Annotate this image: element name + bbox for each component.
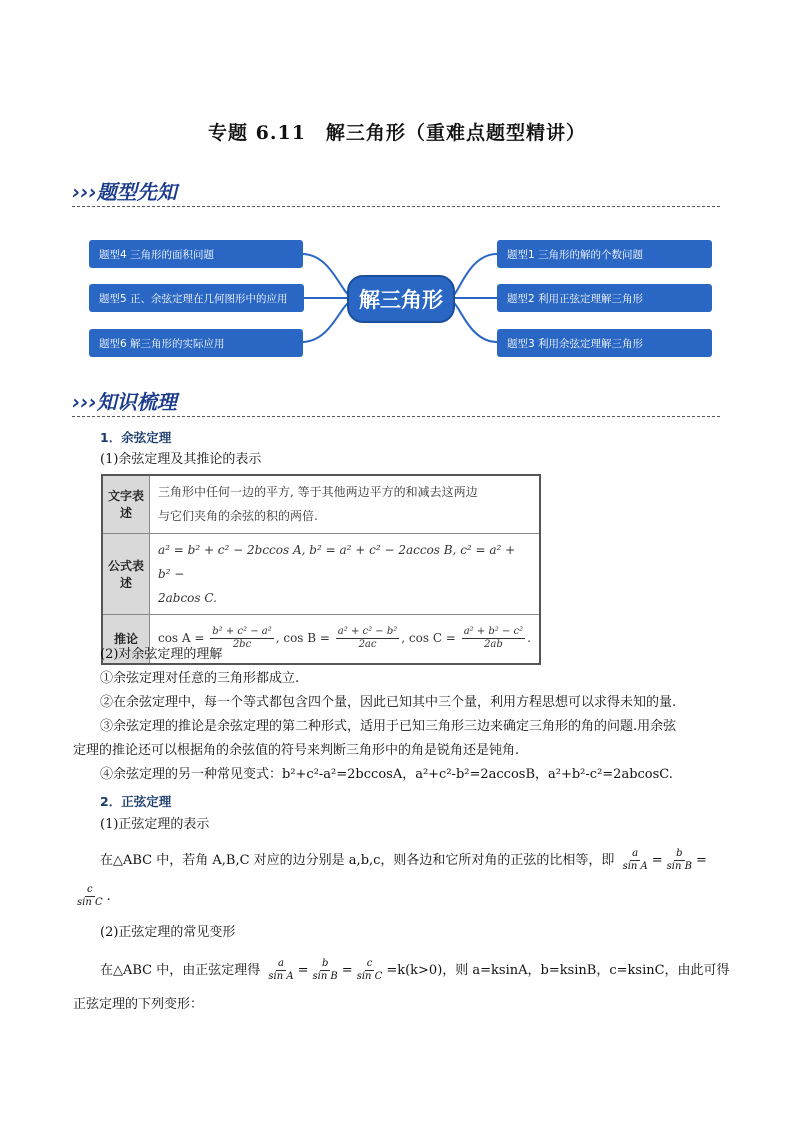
banner-arrows: ›››: [72, 180, 97, 204]
mindmap-node-type6: 题型6 解三角形的实际应用: [89, 329, 303, 357]
page-title: 专题 6.11 解三角形（重难点题型精讲）: [208, 122, 586, 144]
denominator: 2ab: [484, 639, 503, 651]
mindmap-node-type1: 题型1 三角形的解的个数问题: [497, 240, 712, 268]
mindmap-node-type2: 题型2 利用正弦定理解三角形: [497, 284, 712, 312]
denominator: 2bc: [232, 639, 252, 651]
subheading: (1)正弦定理的表示: [100, 817, 210, 832]
section-banner-knowledge: [72, 386, 177, 420]
text: .: [106, 889, 111, 904]
formula-text: , cos C =: [401, 631, 456, 646]
numerator: b² + c² − a²: [212, 626, 272, 638]
table-line: 2abcos C.: [157, 590, 217, 605]
formula-text: cos A =: [157, 631, 205, 646]
table-head: 文字表述: [102, 475, 149, 533]
cosine-law-table: [101, 474, 541, 665]
paragraph: ②在余弦定理中，每一个等式都包含四个量，因此已知其中三个量，利用方程思想可以求得未知的量.: [100, 695, 677, 710]
denominator: sin B: [312, 971, 338, 982]
denominator: sin A: [622, 861, 648, 872]
table-head: 推论: [102, 614, 149, 664]
fraction: [355, 958, 385, 983]
table-line: 与它们夹角的余弦的积的两倍.: [157, 509, 318, 524]
text: =k(k>0)，则 a=ksinA，b=ksinB，c=ksinC，由此可得: [386, 963, 730, 978]
numerator: a² + c² − b²: [337, 626, 398, 638]
paragraph: 在△ABC 中，由正弦定理得 $\frac{a}{\text{sin A}}$ = $\frac{b}{\text{sin B}}$ = $\frac{c}{\text{sin C}}$ =k(k>0)，则 a=ksinA，b=ksinB，c=ksinC，由此可得: [100, 958, 730, 982]
formula-text: , cos B =: [275, 631, 330, 646]
numerator: a: [632, 848, 639, 859]
paragraph: ③余弦定理的推论是余弦定理的第二种形式，适用于已知三角形三边来确定三角形的角的问题.用余弦: [100, 719, 677, 734]
subheading: (2)对余弦定理的理解: [100, 647, 223, 662]
mindmap-node-type3: 题型3 利用余弦定理解三角形: [497, 329, 712, 357]
numerator: c: [366, 958, 373, 969]
paragraph: ④余弦定理的另一种常见变式：b²+c²-a²=2bccosA，a²+c²-b²=2accosB，a²+b²-c²=2abcosC.: [100, 767, 673, 782]
denominator: sin C: [356, 971, 383, 982]
numerator: a² + b² − c²: [463, 626, 524, 638]
table-line: 三角形中任何一边的平方, 等于其他两边平方的和减去这两边: [157, 485, 478, 500]
fraction: [310, 958, 339, 983]
banner-text: 题型先知: [96, 180, 177, 204]
denominator: 2ac: [358, 639, 377, 651]
numerator: b: [321, 958, 329, 969]
numerator: c: [87, 884, 93, 895]
formula-text: .: [527, 631, 531, 646]
heading-sine-law: 2．正弦定理: [100, 794, 172, 809]
mindmap-node-type5: 题型5 正、余弦定理在几何图形中的应用: [89, 284, 304, 312]
text: 在△ABC 中，由正弦定理得: [100, 963, 261, 978]
table-cell: [149, 475, 540, 533]
text: =: [695, 853, 707, 868]
heading-cosine-law: 1．余弦定理: [100, 430, 172, 445]
table-line: a² = b² + c² − 2bccos A, b² = a² + c² − 2accos B, c² = a² + b² −: [157, 542, 516, 581]
mindmap-center: 解三角形: [347, 275, 455, 323]
fraction: [621, 848, 650, 873]
table-head: 公式表述: [102, 533, 149, 614]
text: 在△ABC 中，若角 A,B,C 对应的边分别是 a,b,c，则各边和它所对角的正弦的比相等，即: [100, 853, 615, 868]
fraction: [665, 848, 694, 873]
text: =: [651, 853, 663, 868]
table-cell: [149, 533, 540, 614]
denominator: sin B: [666, 861, 692, 872]
paragraph: ①余弦定理对任意的三角形都成立.: [100, 671, 300, 686]
mindmap-node-type4: 题型4 三角形的面积问题: [89, 240, 303, 268]
banner-arrows: ›››: [72, 390, 97, 414]
divider: [72, 416, 720, 417]
denominator: sin A: [268, 971, 294, 982]
subheading: (2)正弦定理的常见变形: [100, 925, 236, 940]
paragraph: 正弦定理的下列变形：: [73, 997, 204, 1012]
subheading: (1)余弦定理及其推论的表示: [100, 452, 262, 467]
fraction: [462, 626, 525, 651]
paragraph: 定理的推论还可以根据角的余弦值的符号来判断三角形中的角是锐角还是钝角.: [73, 743, 520, 758]
fraction: [266, 958, 295, 983]
paragraph: [100, 848, 707, 873]
paragraph: [73, 884, 111, 909]
numerator: a: [278, 958, 284, 969]
fraction: [75, 884, 105, 909]
banner-text: 知识梳理: [96, 390, 177, 414]
denominator: sin C: [77, 897, 103, 908]
fraction: [336, 626, 399, 651]
numerator: b: [676, 848, 683, 859]
